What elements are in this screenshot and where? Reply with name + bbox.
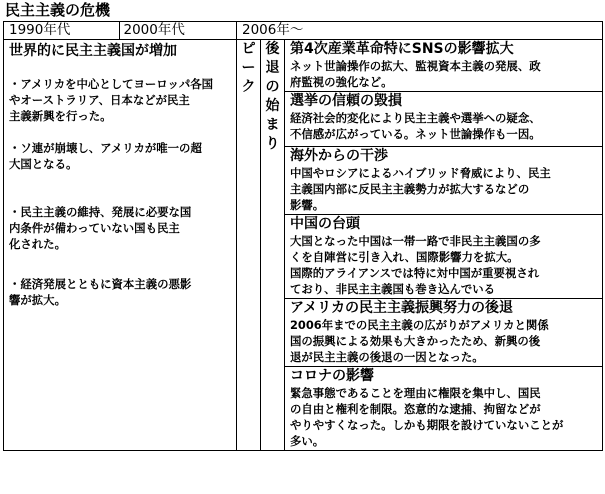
peak-char: ピ <box>241 41 256 57</box>
factor-item <box>285 299 602 367</box>
decline-char: 後 <box>265 41 280 57</box>
page-title: 民主主義の危機 <box>5 1 111 19</box>
decline-char: の <box>265 79 280 95</box>
factor-body: 経済社会的変化により民主主義や選挙への疑念、 不信感が広がっている。ネット世論操作も一因。 <box>290 111 541 141</box>
left-column <box>4 40 237 451</box>
decline-char: ま <box>265 117 280 133</box>
header-1990s-label: 1990年代 <box>9 22 71 38</box>
factor-item <box>285 92 602 147</box>
left-lead: 世界的に民主主義国が増加 <box>9 43 177 59</box>
factor-body: 2006年までの民主主義の広がりがアメリカと関係 国の振興による効果も大きかったため、新興の後 退が民主主義の後退の一因となった。 <box>290 318 549 364</box>
factor-item <box>285 215 602 299</box>
factor-body: 大国となった中国は一帯一路で非民主主義国の多 くを自陣営に引き入れ、国際影響力を拡大。 国際的アライアンスでは特に対中国が重要視され ており、非民主主義国も巻き込んでいる <box>290 234 541 296</box>
factor-list <box>285 40 602 450</box>
factor-heading: 選挙の信頼の毀損 <box>290 93 402 109</box>
factor-heading: 中国の台頭 <box>290 216 360 232</box>
decline-char: 退 <box>265 60 280 76</box>
header-row <box>4 22 603 40</box>
factor-item <box>285 367 602 451</box>
header-1990s <box>4 22 237 40</box>
factor-item <box>285 40 602 92</box>
decline-char: り <box>265 136 280 152</box>
factor-body: 中国やロシアによるハイブリッド脅威により、民主 主義国内部に反民主主義勢力が拡大するなどの 影響。 <box>290 166 551 212</box>
header-divider <box>119 22 120 40</box>
factor-heading: コロナの影響 <box>290 368 374 384</box>
peak-char: ー <box>241 60 256 76</box>
decline-char: 始 <box>265 98 280 114</box>
peak-label <box>237 40 261 451</box>
left-bullet: ・経済発展とともに資本主義の悪影 響が拡大。 <box>9 277 192 307</box>
factor-heading: 第4次産業革命特にSNSの影響拡大 <box>290 41 514 57</box>
content-row <box>4 40 603 451</box>
header-2000s-label: 2000年代 <box>123 22 185 38</box>
factor-body: 緊急事態であることを理由に権限を集中し、国民 の自由と権利を制限。恣意的な逮捕、拘留などが やりやすくなった。しかも期限を設けていないことが 多い。 <box>290 386 564 448</box>
factor-item <box>285 147 602 215</box>
factor-heading: 海外からの干渉 <box>290 148 388 164</box>
left-bullet: ・ソ連が崩壊し、アメリカが唯一の超 大国となる。 <box>9 141 202 171</box>
right-column <box>285 40 603 451</box>
left-bullet: ・民主主義の維持、発展に必要な国 内条件が備わっていない国も民主 化された。 <box>9 205 192 251</box>
factor-body: ネット世論操作の拡大、監視資本主義の発展、政 府監視の強化など。 <box>290 59 541 89</box>
peak-char: ク <box>241 79 256 95</box>
factor-heading: アメリカの民主主義振興努力の後退 <box>290 300 514 316</box>
left-bullet: ・アメリカを中心としてヨーロッパ各国 やオーストラリア、日本などが民主 主義新興を行った。 <box>9 77 214 123</box>
decline-label <box>261 40 285 451</box>
crisis-table <box>3 21 603 451</box>
header-2006: 2006年～ <box>237 22 603 40</box>
